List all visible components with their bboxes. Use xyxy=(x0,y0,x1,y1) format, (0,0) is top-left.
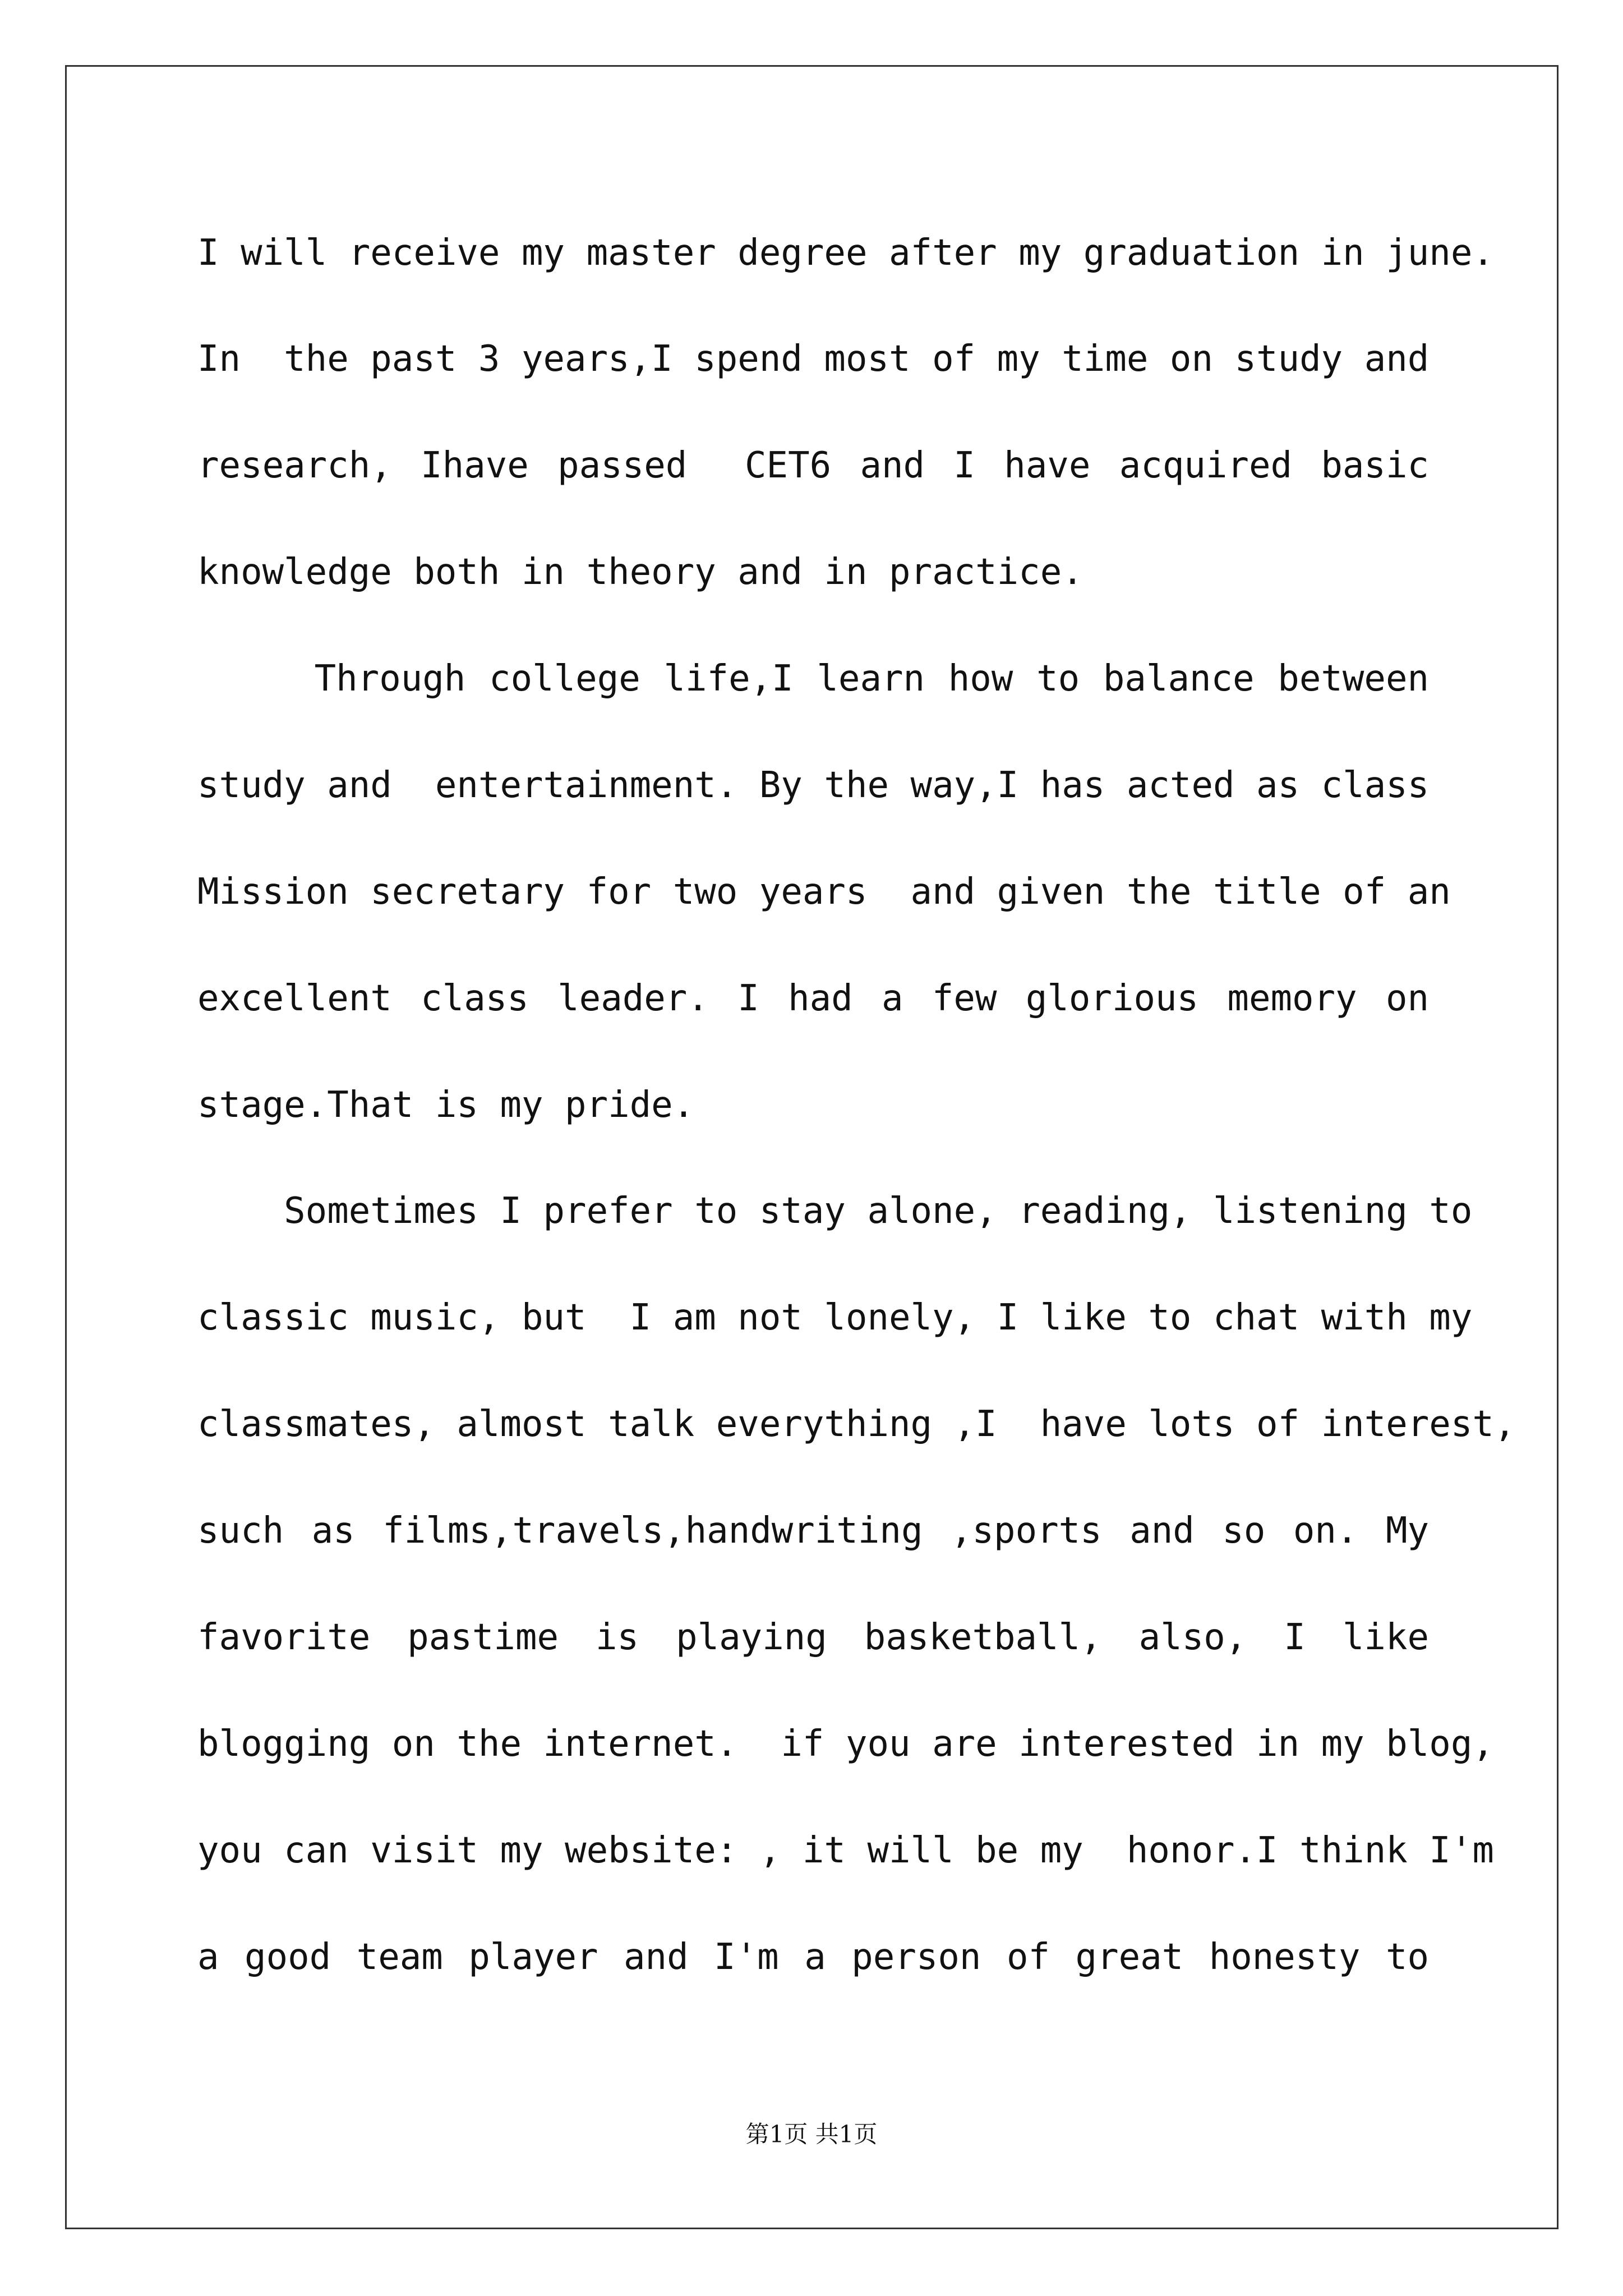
body-line-12: classmates, almost talk everything ,I have lots of interest, xyxy=(197,1404,1516,1445)
body-line-8: excellent class leader. I had a few glorious memory on xyxy=(197,978,1429,1019)
body-line-14: favorite pastime is playing basketball, also, I like xyxy=(197,1617,1429,1658)
body-line-1: I will receive my master degree after my graduation in june. xyxy=(197,232,1494,274)
body-line-3: research, Ihave passed CET6 and I have acquired basic xyxy=(197,445,1429,486)
body-line-2: In the past 3 years,I spend most of my time on study and xyxy=(197,338,1430,380)
body-line-15: blogging on the internet. if you are interested in my blog, xyxy=(197,1723,1494,1765)
body-line-5: Through college life,I learn how to balance between xyxy=(197,658,1429,700)
body-line-13: such as films,travels,handwriting ,sports and so on. My xyxy=(197,1510,1429,1552)
body-line-6: study and entertainment. By the way,I has acted as class xyxy=(197,765,1430,806)
body-line-4: knowledge both in theory and in practice. xyxy=(197,551,1083,593)
body-line-11: classic music, but I am not lonely, I like to chat with my xyxy=(197,1297,1473,1338)
body-line-10: Sometimes I prefer to stay alone, reading, listening to xyxy=(197,1190,1473,1232)
body-line-17: a good team player and I'm a person of great honesty to xyxy=(197,1936,1429,1978)
page-number-footer: 第1页 共1页 xyxy=(745,2120,878,2148)
body-line-7: Mission secretary for two years and given the title of an xyxy=(197,871,1451,913)
body-line-9: stage.That is my pride. xyxy=(197,1084,695,1126)
body-line-16: you can visit my website: , it will be my honor.I think I'm xyxy=(197,1830,1494,1871)
